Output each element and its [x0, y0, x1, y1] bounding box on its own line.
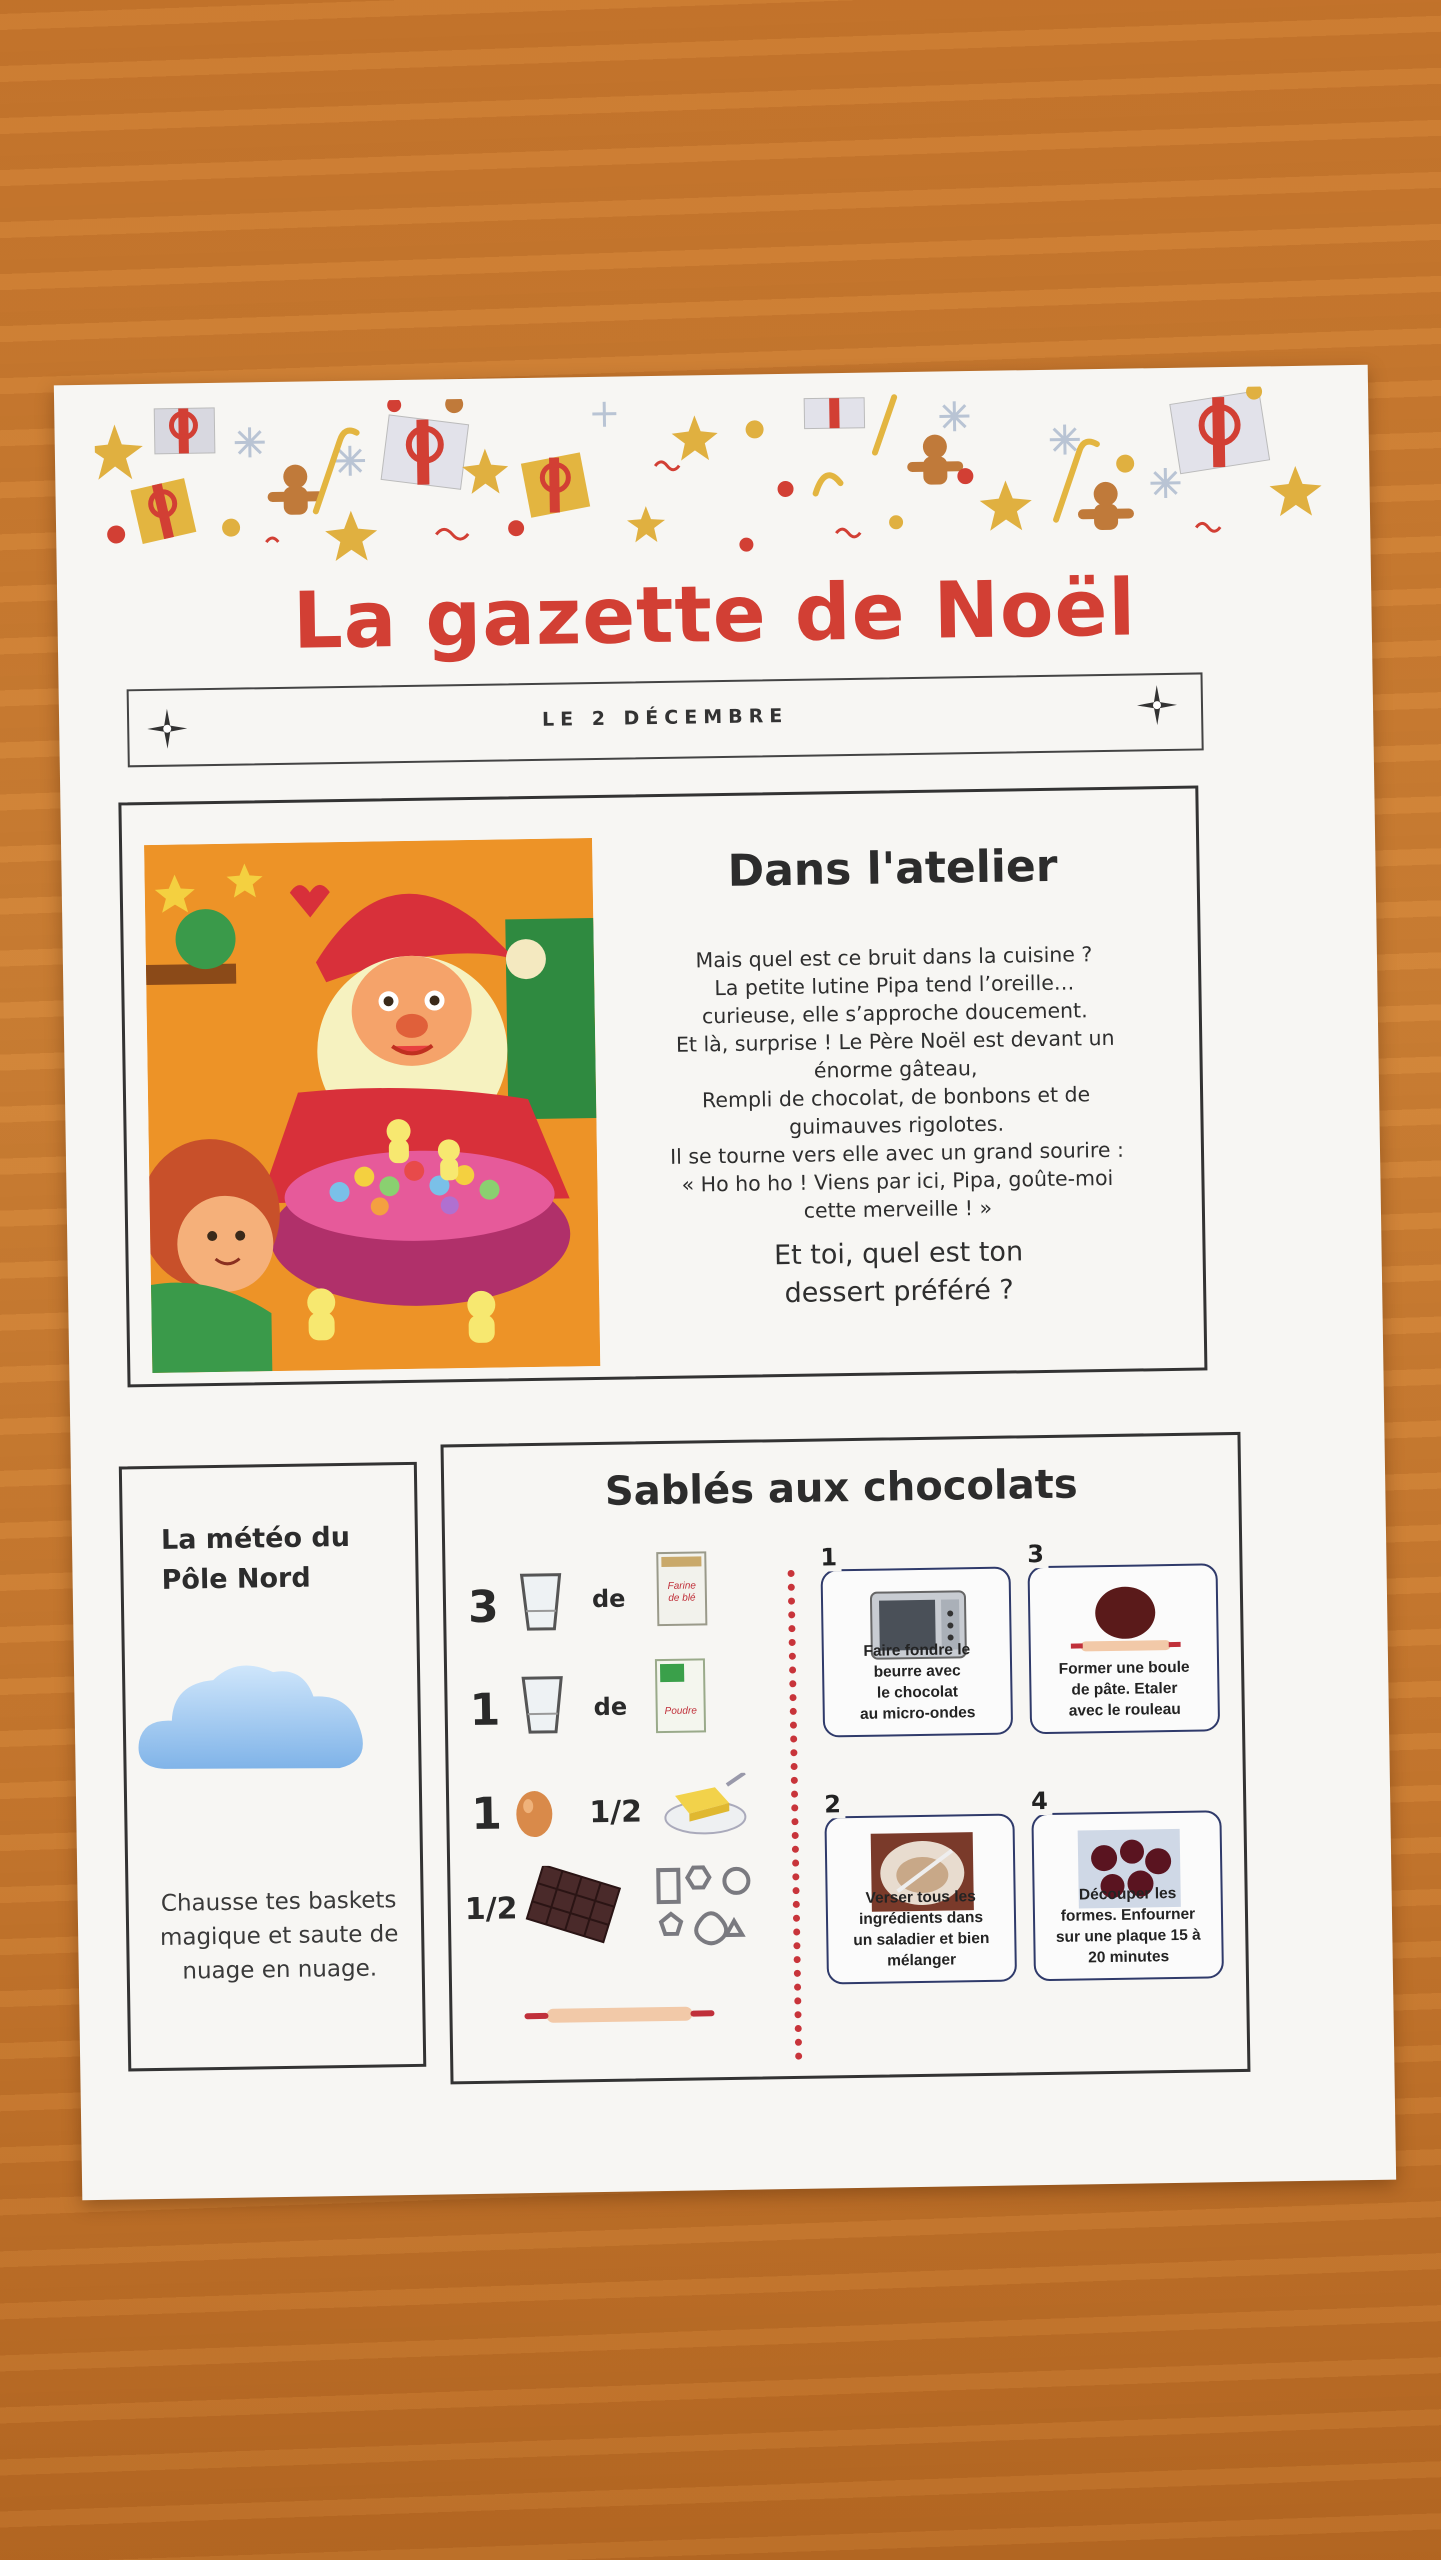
atelier-article: [118, 786, 1207, 1388]
ingredient-qty: 3: [467, 1581, 500, 1634]
story-line: cette merveille ! »: [803, 1195, 993, 1223]
recipe-step-4: [1030, 1786, 1224, 1981]
step-number: 2: [820, 1790, 845, 1818]
ingredient-qty: 1: [469, 1684, 501, 1737]
cookie-cutters-icon: [648, 1861, 758, 1971]
snowflake-icon: [234, 393, 1181, 513]
story-line: curieuse, elle s’approche doucement.: [701, 998, 1088, 1029]
question-line: Et toi, quel est ton: [773, 1236, 1024, 1272]
step-number: 3: [1023, 1540, 1048, 1568]
glass-icon: [516, 1571, 567, 1634]
cloud-icon: [133, 1646, 375, 1800]
meteo-forecast: [138, 1883, 420, 1989]
gift-box-icon: [804, 398, 864, 429]
step-text: Former une boule de pâte. Etaler avec le rouleau: [1058, 1658, 1190, 1720]
gift-box-icon: [380, 414, 469, 491]
meteo-title-line: Pôle Nord: [161, 1562, 311, 1596]
santa-baking-illustration: [144, 838, 600, 1373]
meteo-title: [161, 1517, 402, 1601]
gazette-date: LE 2 DÉCEMBRE: [541, 704, 789, 731]
recipe-step-2: [823, 1790, 1017, 1985]
story-line: énorme gâteau,: [813, 1056, 978, 1083]
ingredient-qty: 1/2: [464, 1891, 518, 1928]
step-text: Verser tous les ingrédients dans un saladier et bien mélanger: [853, 1888, 990, 1970]
date-banner: [127, 672, 1204, 767]
story-line: Et là, surprise ! Le Père Noël est devant un: [675, 1025, 1115, 1057]
gift-box-icon: [130, 478, 196, 544]
step-number: 1: [816, 1543, 841, 1571]
dotted-divider: [788, 1570, 803, 2060]
recipe-step-1: [820, 1543, 1014, 1738]
butter-icon: [657, 1773, 748, 1838]
gift-box-icon: [1170, 390, 1270, 473]
meteo-line: Chausse tes baskets: [160, 1887, 397, 1917]
ornament-ball-icon: [105, 385, 1264, 561]
atelier-story: [614, 939, 1178, 1228]
gazette-page: [54, 365, 1396, 2200]
egg-icon: [511, 1784, 558, 1841]
story-line: Rempli de chocolat, de bonbons et de: [701, 1082, 1091, 1113]
meteo-title-line: La météo du: [160, 1521, 351, 1556]
story-line: Mais quel est ce bruit dans la cuisine ?: [695, 942, 1093, 973]
meteo-line: nuage en nuage.: [182, 1955, 378, 1985]
sugar-bag-icon: [652, 1655, 709, 1736]
compass-star-icon: [1135, 683, 1180, 728]
ingredient-qty: 1/2: [589, 1794, 643, 1831]
gift-box-icon: [521, 452, 591, 518]
chocolate-bar-icon: [522, 1865, 623, 1947]
atelier-question: [618, 1231, 1179, 1316]
story-line: « Ho ho ho ! Viens par ici, Pipa, goûte-moi: [681, 1165, 1114, 1197]
ingredient-unit-word: de: [593, 1692, 628, 1722]
meteo-article: [119, 1462, 426, 2072]
recipe-step-3: [1027, 1540, 1220, 1734]
story-line: Il se tourne vers elle avec un grand sourire :: [669, 1137, 1125, 1169]
christmas-decoration-banner: [94, 385, 1327, 574]
story-line: La petite lutine Pipa tend l’oreille…: [714, 970, 1075, 1001]
step-text: Faire fondre le beurre avec le chocolat au micro-ondes: [859, 1641, 976, 1723]
meteo-line: magique et saute de: [159, 1921, 399, 1951]
ingredient-unit-word: de: [591, 1584, 626, 1614]
step-number: 4: [1027, 1787, 1052, 1815]
flour-label: de blé: [668, 1592, 696, 1604]
recipe-article: [441, 1432, 1251, 2084]
story-line: guimauves rigolotes.: [788, 1111, 1005, 1139]
ingredient-qty: 1: [470, 1788, 503, 1841]
gift-box-icon: [154, 408, 215, 454]
rolling-pin-icon: [524, 1998, 714, 2031]
sugar-label: Poudre: [664, 1705, 697, 1718]
flour-bag-icon: [653, 1548, 710, 1629]
step-text: Découper les formes. Enfourner sur une plaque 15 à 20 minutes: [1055, 1884, 1201, 1967]
flour-label: Farine: [667, 1580, 697, 1592]
question-line: dessert préféré ?: [784, 1274, 1014, 1310]
recipe-title: Sablés aux chocolats: [604, 1461, 1078, 1515]
atelier-title: Dans l'atelier: [727, 840, 1058, 897]
dough-ball-icon: [1070, 1580, 1181, 1664]
gazette-title: La gazette de Noël: [292, 563, 1137, 667]
glass-icon: [517, 1674, 568, 1737]
